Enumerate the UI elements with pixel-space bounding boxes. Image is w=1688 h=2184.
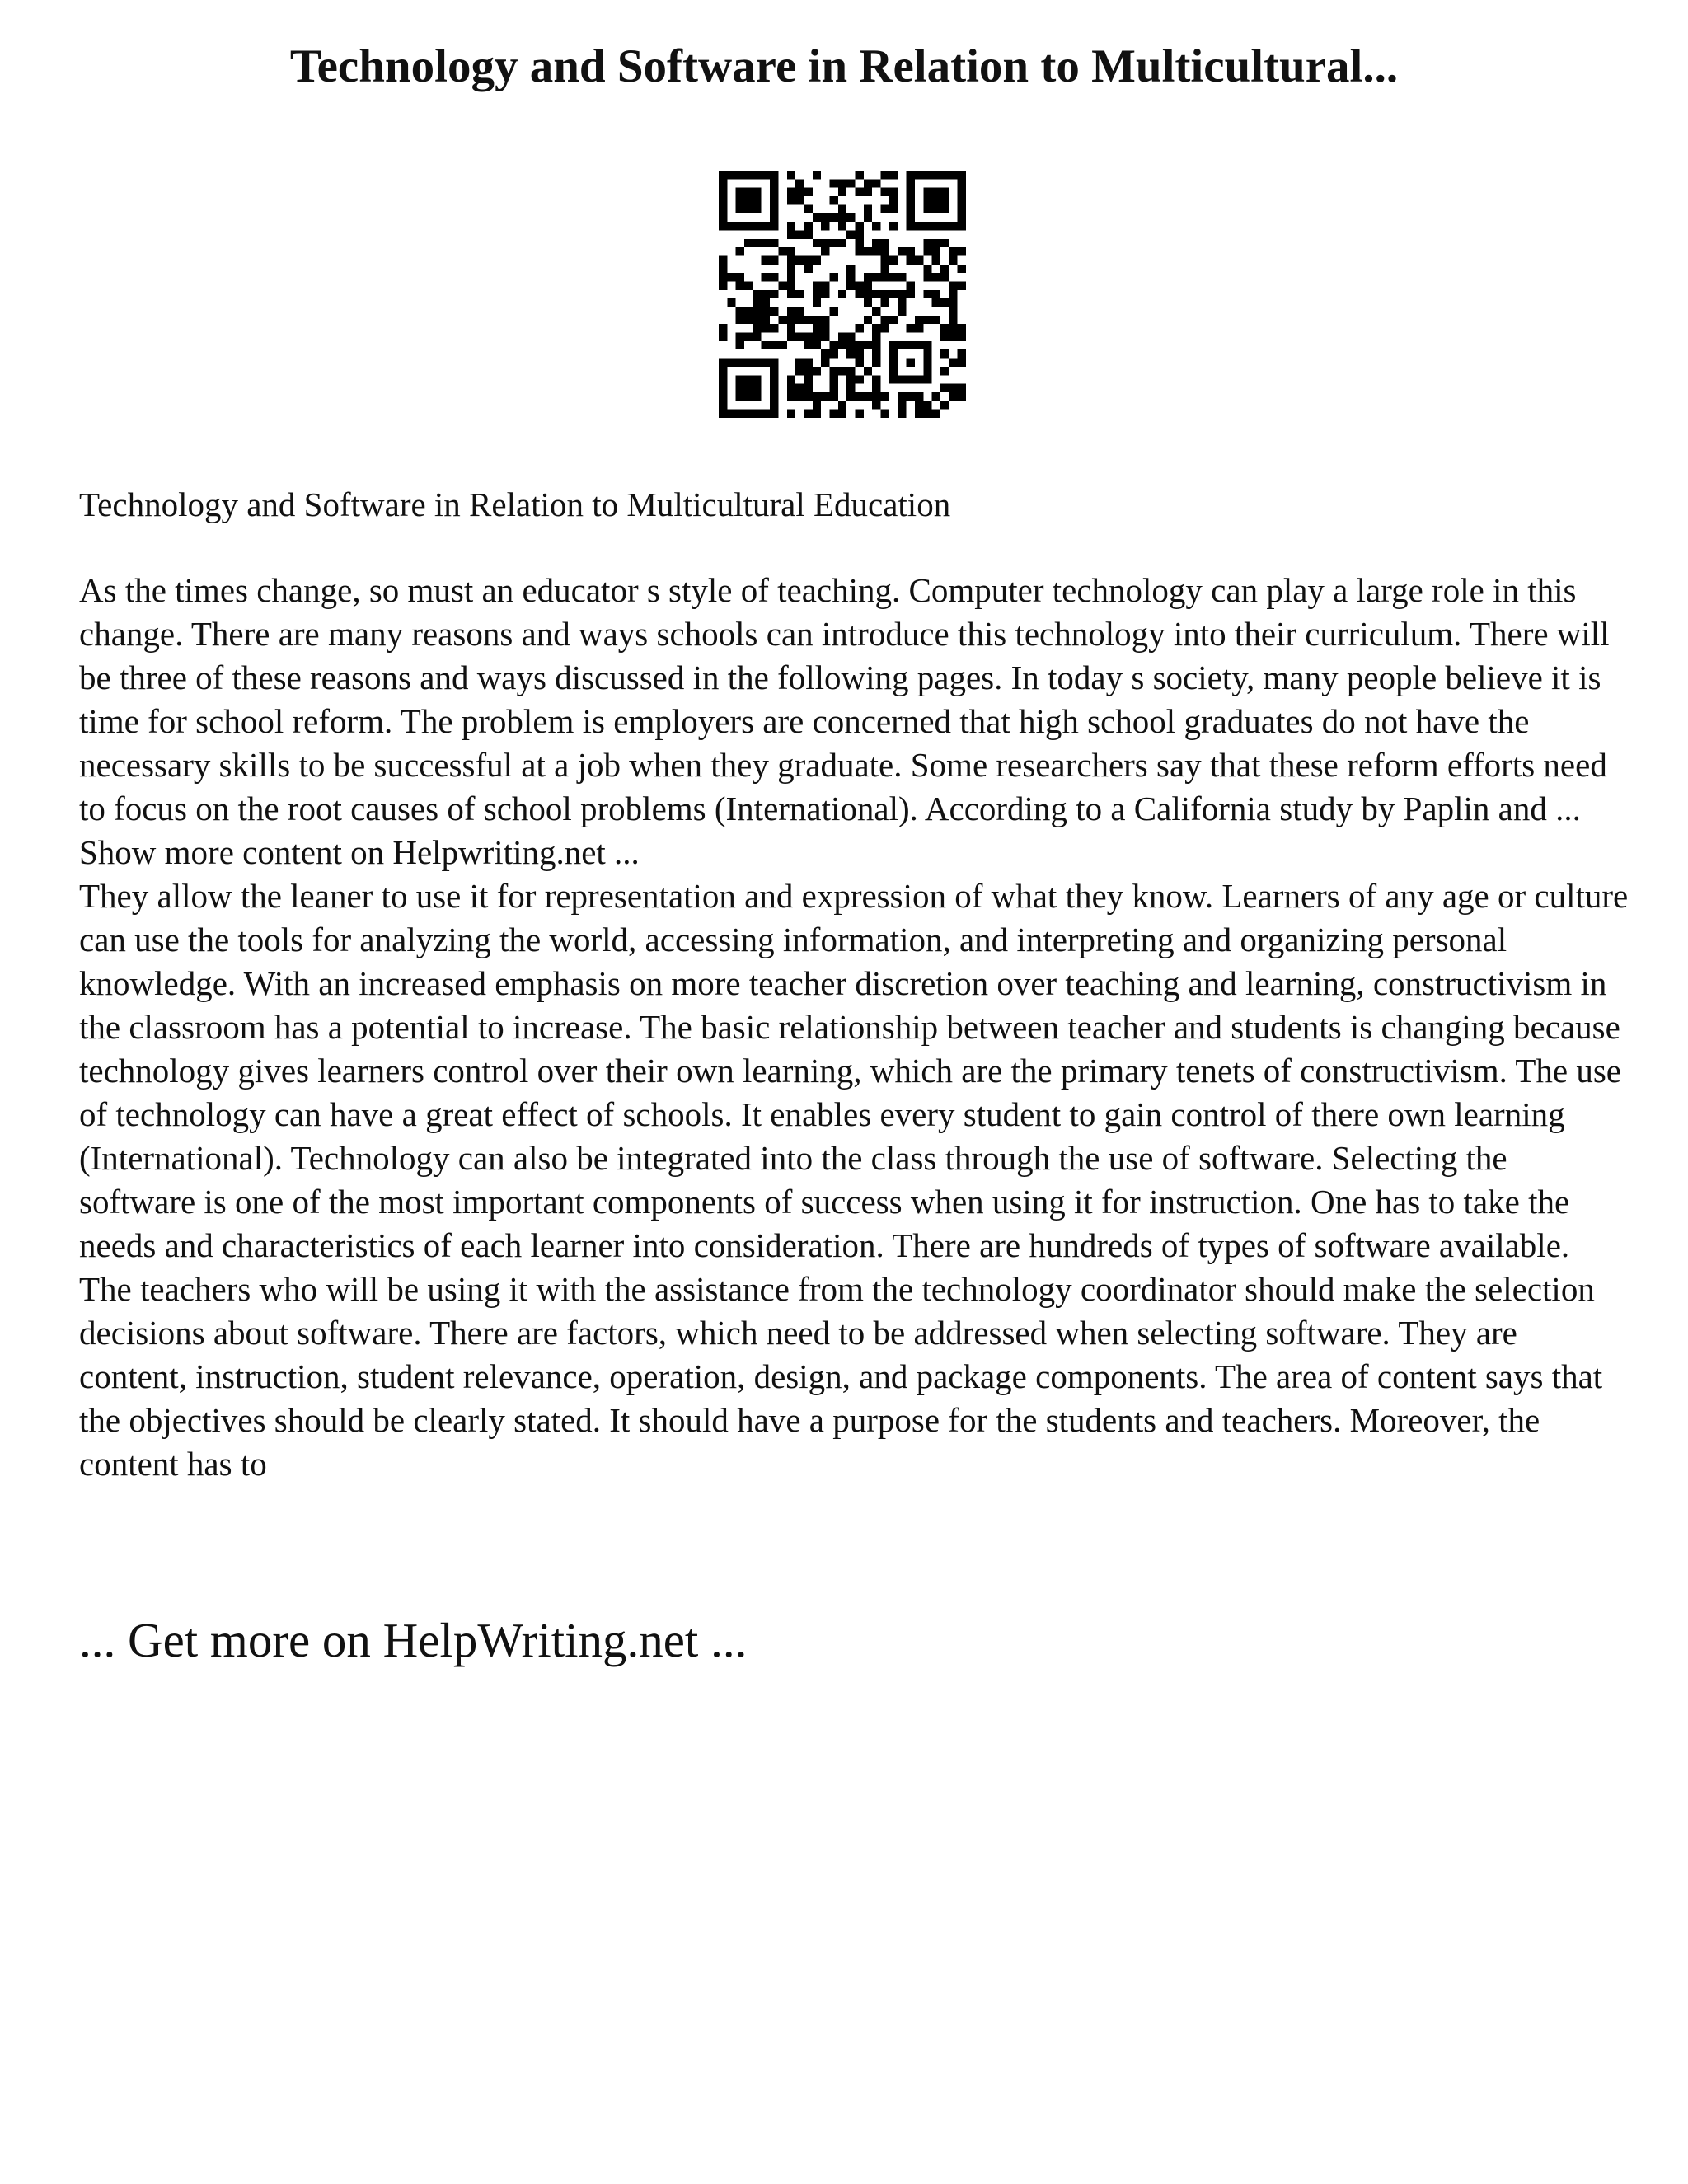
document-title: Technology and Software in Relation to Multicultural... — [289, 40, 1399, 92]
body-text — [79, 569, 1629, 1486]
body-paragraph: As the times change, so must an educator s style of teaching. Computer technology can play a large role in this change. There are many reasons and ways schools can introduce this technology into their curriculum. There will be three of these reasons and ways discussed in the following pages. In today s society, many people believe it is time for school reform. The problem is employers are concerned that high school graduates do not have the necessary skills to be successful at a job when they graduate. Some researchers say that these reform efforts need to focus on the root causes of school problems (International). According to a California study by Paplin and ... Show more content on Helpwriting.net ... — [79, 571, 1610, 871]
get-more-link[interactable]: ... Get more on HelpWriting.net ... — [79, 1613, 748, 1667]
body-paragraph: They allow the leaner to use it for representation and expression of what they know. Learners of any age or culture can use the tools for analyzing the world, accessing information, and interpreting and organizing personal knowledge. With an increased emphasis on more teacher discretion over teaching and learning, constructivism in the classroom has a potential to increase. The basic relationship between teacher and students is changing because technology gives learners control over their own learning, which are the primary tenets of constructivism. The use of technology can have a great effect of schools. It enables every student to gain control of there own learning (International). Technology can also be integrated into the class through the use of software. Selecting the software is one of the most important components of success when using it for instruction. One has to take the needs and characteristics of each learner into consideration. There are hundreds of types of software available. The teachers who will be using it with the assistance from the technology coordinator should make the selection decisions about software. There are factors, which need to be addressed when selecting software. They are content, instruction, student relevance, operation, design, and package components. The area of content says that the objectives should be clearly stated. It should have a purpose for the students and teachers. Moreover, the content has to — [79, 877, 1629, 1483]
document-subtitle: Technology and Software in Relation to Multicultural Education — [79, 485, 951, 523]
qr-code-icon — [719, 171, 966, 418]
